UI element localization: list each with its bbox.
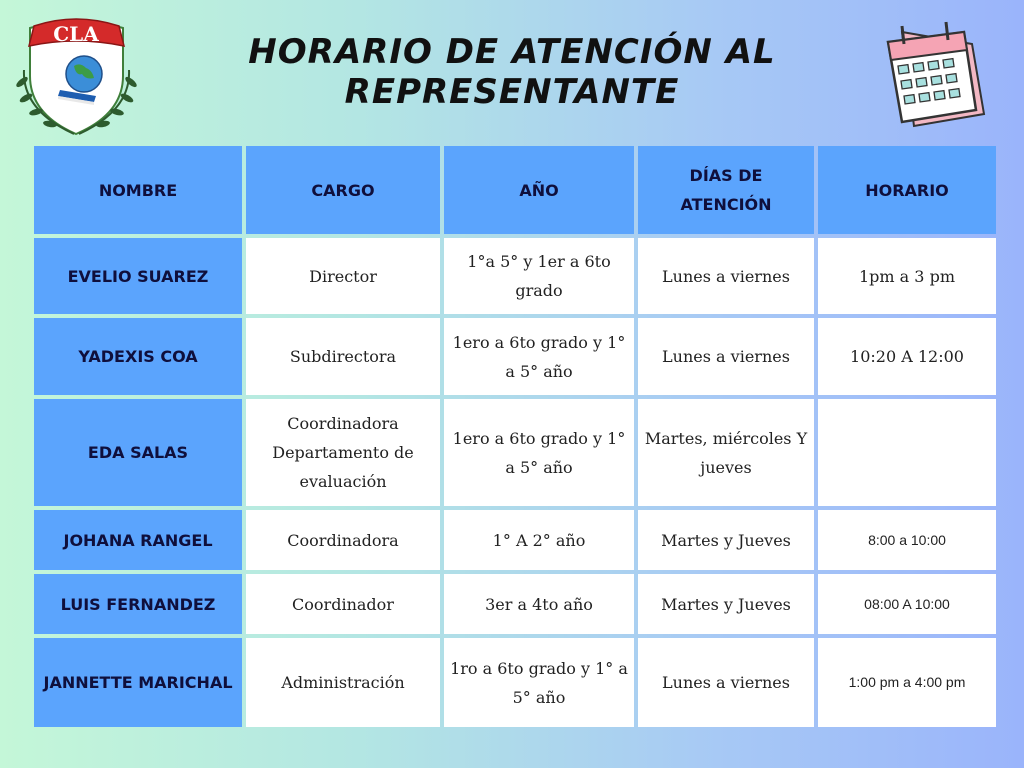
cell-dias: Martes, miércoles Y jueves bbox=[638, 399, 814, 506]
cell-nombre: EDA SALAS bbox=[34, 399, 242, 506]
cell-horario: 1:00 pm a 4:00 pm bbox=[818, 638, 996, 727]
cell-anio: 1°a 5° y 1er a 6to grado bbox=[444, 238, 634, 314]
cell-nombre: EVELIO SUAREZ bbox=[34, 238, 242, 314]
page-title bbox=[140, 32, 884, 112]
cell-cargo: Director bbox=[246, 238, 440, 314]
calendar-icon bbox=[880, 18, 990, 133]
cell-dias: Lunes a viernes bbox=[638, 238, 814, 314]
header-dias: DÍAS DE ATENCIÓN bbox=[638, 146, 814, 234]
cell-anio: 1ero a 6to grado y 1° a 5° año bbox=[444, 318, 634, 395]
cell-anio: 1° A 2° año bbox=[444, 510, 634, 570]
cell-horario: 1pm a 3 pm bbox=[818, 238, 996, 314]
cell-cargo: Subdirectora bbox=[246, 318, 440, 395]
cell-cargo: Administración bbox=[246, 638, 440, 727]
table-header-row bbox=[34, 146, 996, 234]
cell-horario: 08:00 A 10:00 bbox=[818, 574, 996, 634]
cell-cargo: Coordinadora bbox=[246, 510, 440, 570]
cell-nombre: LUIS FERNANDEZ bbox=[34, 574, 242, 634]
cell-dias: Martes y Jueves bbox=[638, 510, 814, 570]
table-row bbox=[34, 638, 996, 727]
cell-cargo: Coordinadora Departamento de evaluación bbox=[246, 399, 440, 506]
cell-horario: 10:20 A 12:00 bbox=[818, 318, 996, 395]
cell-dias: Martes y Jueves bbox=[638, 574, 814, 634]
title-line-2: REPRESENTANTE bbox=[344, 72, 680, 112]
table-row bbox=[34, 399, 996, 506]
header-cargo: CARGO bbox=[246, 146, 440, 234]
cell-anio: 3er a 4to año bbox=[444, 574, 634, 634]
cell-nombre: JANNETTE MARICHAL bbox=[34, 638, 242, 727]
cell-cargo: Coordinador bbox=[246, 574, 440, 634]
cell-horario: 8:00 a 10:00 bbox=[818, 510, 996, 570]
cell-anio: 1ro a 6to grado y 1° a 5° año bbox=[444, 638, 634, 727]
cell-nombre: JOHANA RANGEL bbox=[34, 510, 242, 570]
cell-horario bbox=[818, 399, 996, 506]
title-line-1: HORARIO DE ATENCIÓN AL bbox=[248, 32, 776, 72]
cell-dias: Lunes a viernes bbox=[638, 638, 814, 727]
cell-anio: 1ero a 6to grado y 1° a 5° año bbox=[444, 399, 634, 506]
header-horario: HORARIO bbox=[818, 146, 996, 234]
table-row bbox=[34, 318, 996, 395]
logo-text: CLA bbox=[53, 22, 99, 46]
cell-dias: Lunes a viernes bbox=[638, 318, 814, 395]
header-nombre: NOMBRE bbox=[34, 146, 242, 234]
schedule-table bbox=[30, 142, 1000, 731]
table-row bbox=[34, 510, 996, 570]
table-row bbox=[34, 238, 996, 314]
table-row bbox=[34, 574, 996, 634]
cell-nombre: YADEXIS COA bbox=[34, 318, 242, 395]
header-anio: AÑO bbox=[444, 146, 634, 234]
school-crest-icon bbox=[14, 10, 139, 142]
